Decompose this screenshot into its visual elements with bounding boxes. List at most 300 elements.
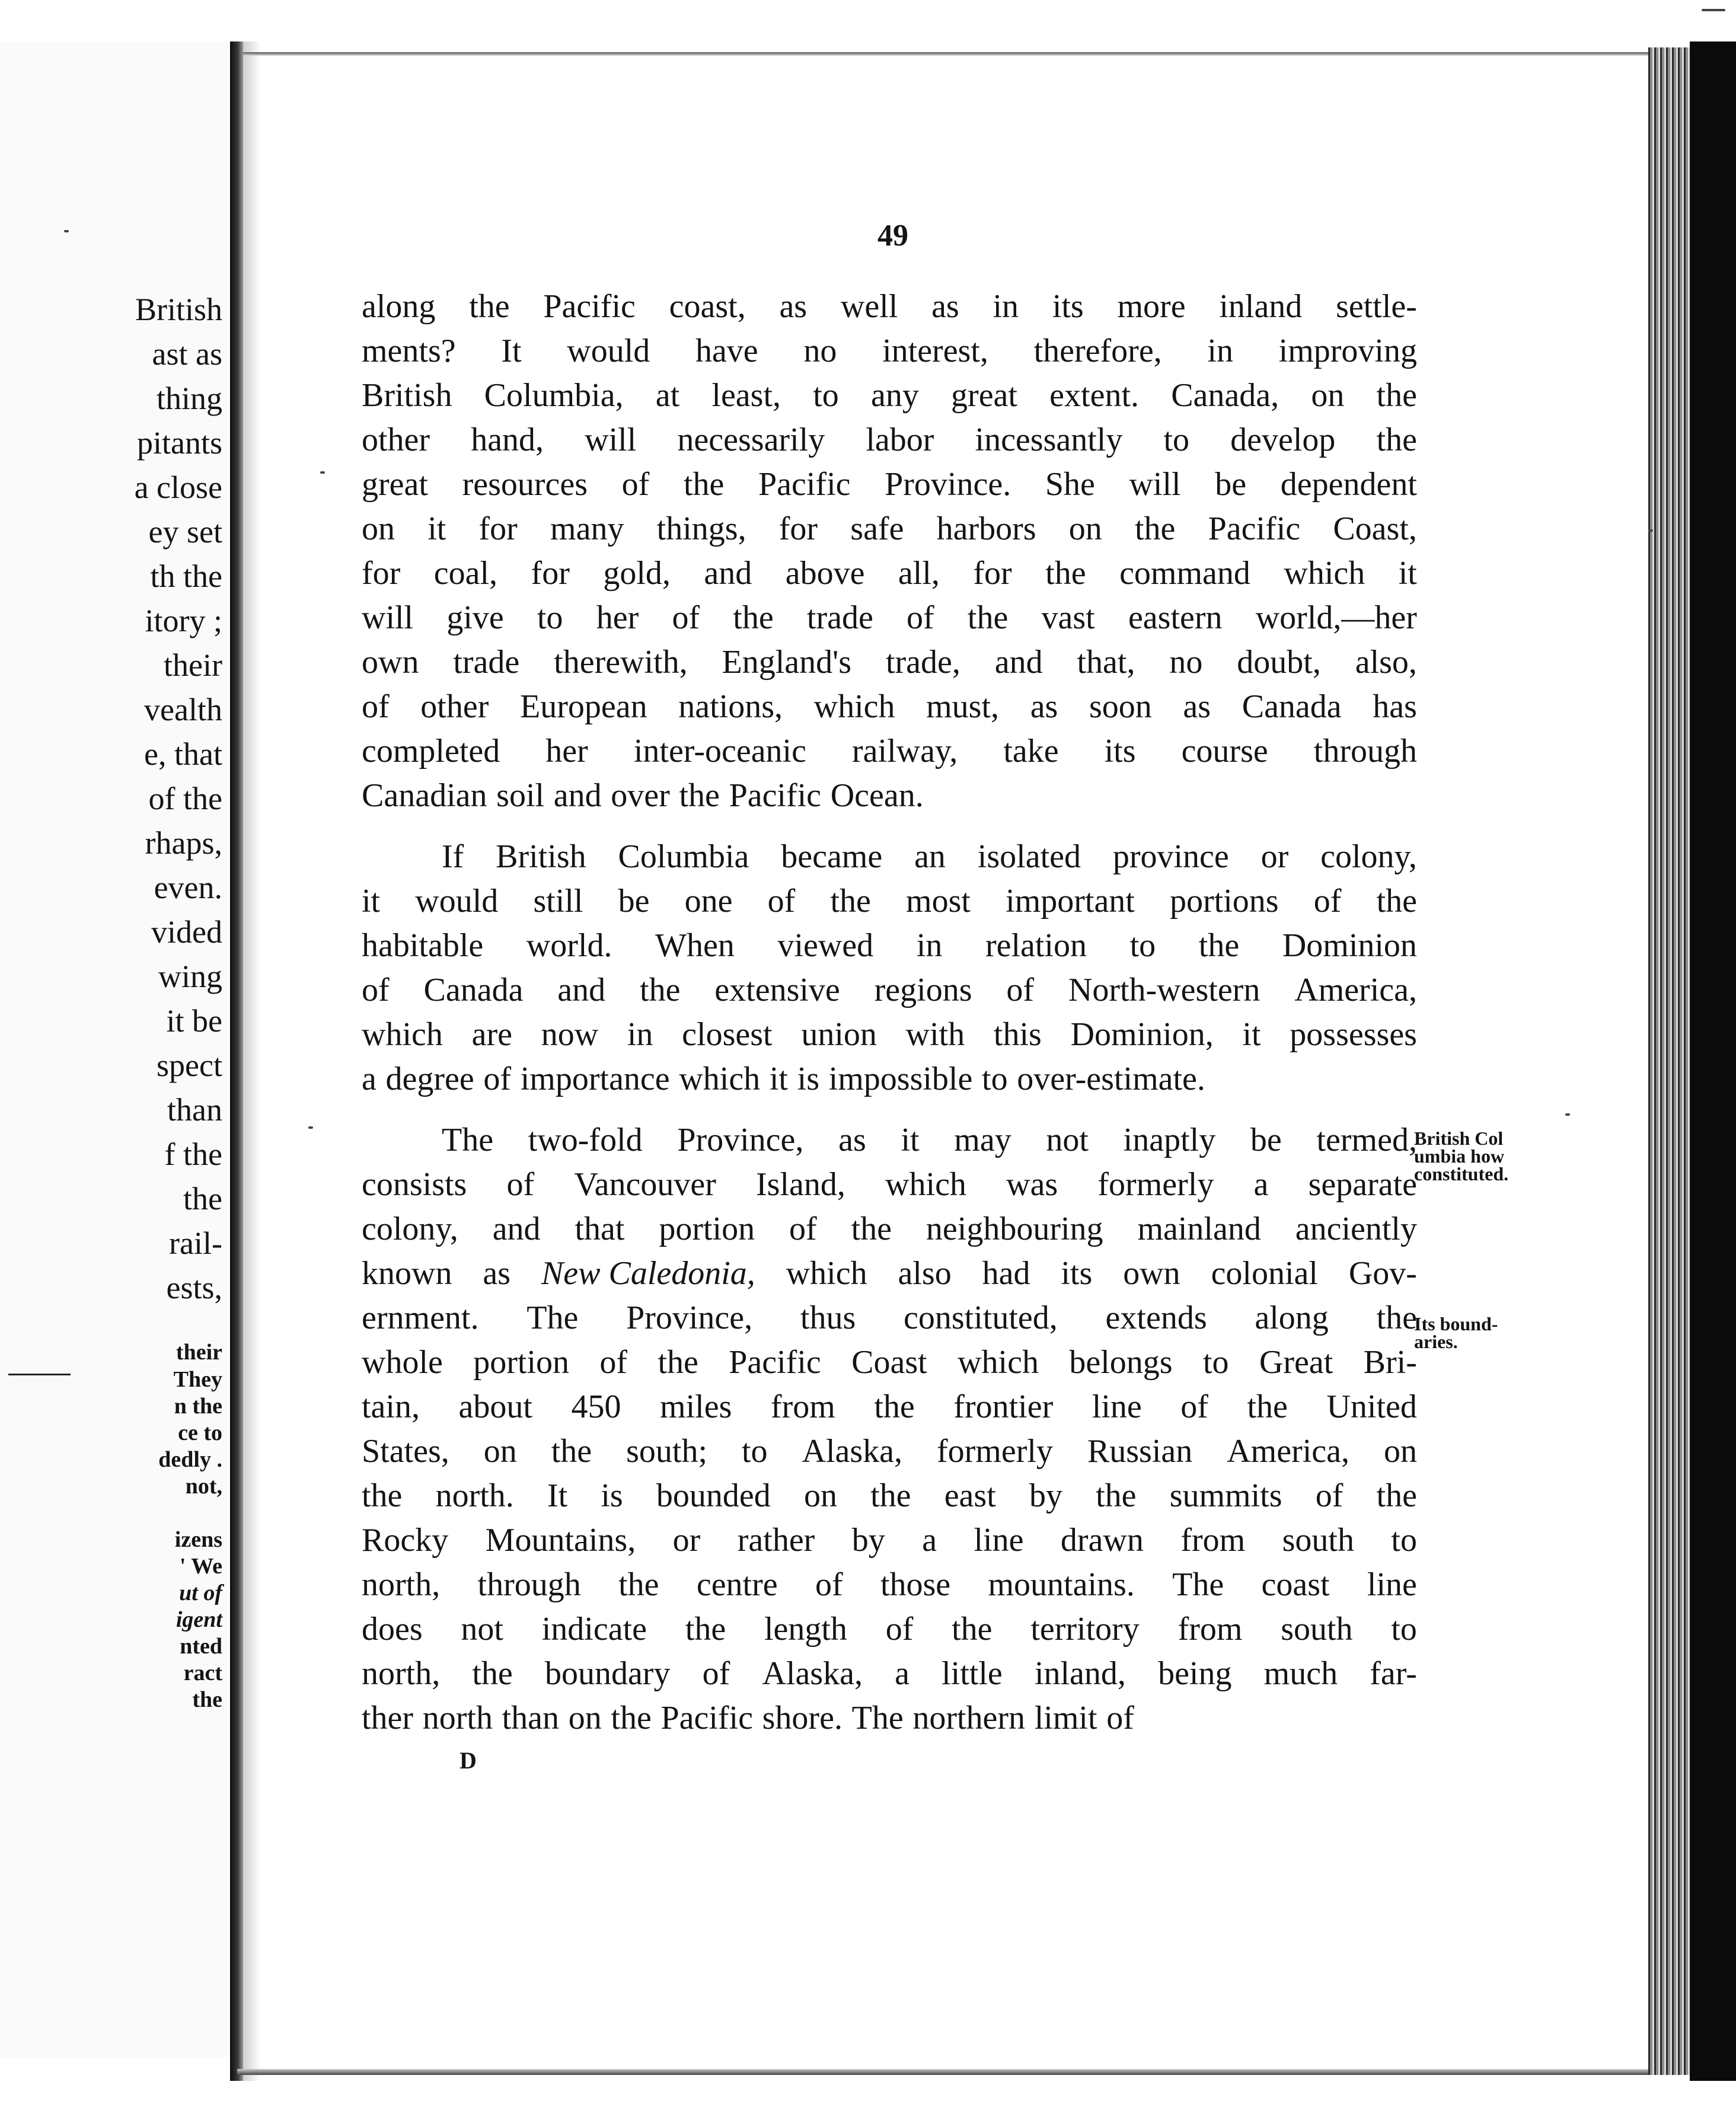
word: of [907,599,934,636]
signature-mark: D [459,1747,477,1774]
word: colonial [1211,1255,1318,1292]
word: to [813,377,839,414]
scan-speck [1648,529,1653,532]
word: colony, [1320,838,1417,875]
text-line [362,1118,1417,1163]
word: of [362,688,390,725]
word: inaptly [1123,1122,1216,1158]
word: Russian [1087,1433,1193,1470]
word: north [422,1700,493,1736]
word: the [1376,1477,1417,1514]
word: the [1198,927,1240,964]
word: She [1045,466,1095,503]
word: the [952,1611,993,1648]
word: over [611,777,670,814]
word: in [916,927,943,964]
word: a [922,1522,937,1559]
word: it [427,510,446,547]
word: at [655,377,680,414]
word: became [781,838,883,875]
word: harbors [936,510,1036,547]
word: would [415,883,499,919]
word: by [851,1522,885,1559]
word: Bri- [1363,1344,1417,1381]
word: therefore, [1033,333,1162,369]
scan-border [1690,41,1736,2081]
word: give [446,599,504,636]
word: When [655,927,735,964]
facing-page-line: it be [166,1003,222,1039]
word: centre [696,1566,778,1603]
word: ernment. [362,1300,479,1336]
text-line [362,1385,1417,1429]
footnote-rule [8,1374,71,1375]
text-line [362,1518,1417,1563]
word: north, [362,1566,441,1603]
word: than [502,1700,560,1736]
word: now [541,1016,599,1053]
word: also [898,1255,952,1292]
book-gutter [230,41,243,2081]
word: is [797,1061,819,1097]
facing-page-line: vided [151,914,222,950]
word: great [951,377,1017,414]
word: extends [1105,1300,1207,1336]
word: the [1135,510,1176,547]
word: province [1112,838,1229,875]
facing-page-line: wing [158,959,222,994]
word: the [1376,422,1417,458]
word: to [1129,927,1156,964]
word: of [506,1166,535,1203]
word: be [1250,1122,1282,1158]
word: possesses [1290,1016,1417,1053]
margin-note-line: constituted. [1414,1163,1509,1184]
word: it [1398,555,1417,592]
facing-page-footnote-line: dedly . [158,1447,222,1472]
word: termed, [1316,1122,1417,1158]
word: which [679,1061,761,1097]
word: through [477,1566,581,1603]
word: those [880,1566,951,1603]
word: soon [1089,688,1152,725]
word: to [1391,1611,1417,1648]
word: the [551,1433,592,1470]
word: with [905,1016,965,1053]
word: in [627,1016,653,1053]
word: which [362,1016,443,1053]
word: on [803,1477,837,1514]
word: incessantly [975,422,1123,458]
word: for [478,510,518,547]
word: the [1376,883,1417,919]
word: also, [1355,644,1417,681]
facing-page-footnote-line: n the [174,1394,222,1419]
text-line [362,774,1417,818]
word: take [1003,733,1059,770]
word: inland [1219,288,1303,325]
word: be [618,883,650,919]
word: that [575,1211,625,1247]
word: Columbia [618,838,749,875]
facing-page-footnote-line: ract [183,1661,222,1685]
word: for [973,555,1012,592]
word: the [874,1388,915,1425]
word: formerly [1097,1166,1214,1203]
word: it [362,883,381,919]
word: doubt, [1237,644,1321,681]
word: line [974,1522,1024,1559]
word: other [362,422,430,458]
word: eastern [1128,599,1223,636]
facing-page-footnote-line: ce to [178,1420,222,1445]
gutter-shadow [243,41,261,2081]
word: on [1383,1433,1417,1470]
word: the [733,599,774,636]
text-line [362,1607,1417,1652]
text-line [362,596,1417,640]
word: of [1106,1700,1134,1736]
word: as [838,1122,866,1158]
word: the [658,1344,698,1381]
word: trade [453,644,520,681]
word: North-western [1068,972,1260,1008]
facing-page-footnote-line: igent [175,1607,222,1632]
word: thus [800,1300,856,1336]
word: east [944,1477,996,1514]
word: and [704,555,752,592]
word: as [779,288,808,325]
word: least, [711,377,781,414]
text-line [362,418,1417,462]
word: command [1119,555,1250,592]
word: Island, [756,1166,845,1203]
text-line [362,879,1417,924]
word: completed [362,733,500,770]
word: the [469,288,510,325]
word: British [496,838,586,875]
word: for [778,510,818,547]
word: Pacific [660,1700,753,1736]
word: constituted, [904,1300,1058,1336]
word: and [994,644,1043,681]
word: the [851,1211,892,1247]
word: improving [1278,333,1417,369]
word: Pacific [543,288,636,325]
text-line [362,1563,1417,1607]
word: line [1092,1388,1142,1425]
word: therewith, [554,644,688,681]
word: which [813,688,895,725]
word: belongs [1069,1344,1173,1381]
word: dependent [1280,466,1417,503]
text-line [362,462,1417,507]
word: Coast [851,1344,927,1381]
word: or [1260,838,1289,875]
word: south [1281,1611,1353,1648]
word: has [1373,688,1417,725]
text-line [362,1013,1417,1057]
word: coal, [433,555,498,592]
facing-page-line: the [183,1181,222,1217]
word: length [764,1611,847,1648]
word: The [1172,1566,1224,1603]
text-line [362,1652,1417,1696]
word: the [618,1566,659,1603]
word: shore. [762,1700,843,1736]
word: Dominion [1282,927,1417,964]
word: it [901,1122,920,1158]
word: anciently [1295,1211,1417,1247]
word: Gov- [1348,1255,1417,1292]
word: own [362,644,419,681]
word: Canadian [362,777,487,814]
word: over-estimate. [1017,1061,1205,1097]
facing-page-fragment [0,41,228,2057]
text-line [362,1251,1417,1296]
word: Coast, [1333,510,1417,547]
word: impossible [828,1061,973,1097]
page-stack-edge [1648,47,1690,2075]
word: its [1061,1255,1093,1292]
word: whole [362,1344,443,1381]
word: mountains. [988,1566,1135,1603]
word: boundary [544,1655,671,1692]
word: this [993,1016,1042,1053]
word: of [599,1344,628,1381]
word: soil [496,777,545,814]
word: consists [362,1166,467,1203]
word: The [442,1122,494,1158]
word: safe [850,510,904,547]
text-line [362,1340,1417,1385]
word: not [461,1611,503,1648]
body-text [362,285,1417,1741]
facing-page-line: vealth [144,692,222,727]
word: Pacific [729,1344,821,1381]
text-line [362,1057,1417,1101]
word: world,—her [1255,599,1417,636]
text-line [362,835,1417,879]
word: mainland [1137,1211,1261,1247]
word: does [362,1611,423,1648]
word: on [483,1433,517,1470]
word: be [1215,466,1247,503]
word: of [362,972,390,1008]
facing-page-footnote-line: ' We [179,1554,222,1579]
facing-page-line: f the [164,1136,222,1172]
word: necessarily [677,422,825,458]
word: more [1117,288,1186,325]
word: hand, [471,422,544,458]
word: separate [1308,1166,1417,1203]
word: had [982,1255,1030,1292]
scan-speck [308,1126,313,1129]
word: indicate [541,1611,647,1648]
word: course [1181,733,1268,770]
word: portions [1170,883,1279,919]
word: develop [1230,422,1336,458]
word: far- [1370,1655,1417,1692]
facing-page-footnote-line: They [173,1367,222,1392]
page-number: 49 [877,219,908,253]
word: of [1180,1388,1208,1425]
word: isolated [977,838,1081,875]
word: south [1282,1522,1354,1559]
word: of [621,466,650,503]
word: its [1104,733,1136,770]
word: on [362,510,395,547]
word: rather [737,1522,815,1559]
word: tain, [362,1388,420,1425]
word: the [1376,377,1417,414]
word: through [1313,733,1417,770]
word: Alaska, [762,1655,863,1692]
word: for [362,555,401,592]
facing-page-line: ey set [148,514,222,550]
word: in [1207,333,1233,369]
text-line [362,1207,1417,1251]
word: an [914,838,946,875]
word: other [420,688,489,725]
word: and [492,1211,541,1247]
word: vast [1041,599,1095,636]
facing-page-line: e, that [144,736,222,772]
word: along [362,288,436,325]
word: from [770,1388,835,1425]
text-line [362,507,1417,551]
word: a [1253,1166,1269,1203]
word: settle- [1336,288,1417,325]
facing-page-line: a close [134,470,222,505]
margin-note-line: British Col [1414,1128,1504,1149]
word: Great [1259,1344,1333,1381]
margin-note-line: aries. [1414,1331,1458,1352]
facing-page-line: ests, [166,1270,222,1305]
word: America, [1294,972,1417,1008]
word: much [1263,1655,1338,1692]
word: its [1052,288,1084,325]
word: New Caledonia, [541,1255,755,1292]
word: are [471,1016,512,1053]
word: of [702,1655,730,1692]
text-line [362,1474,1417,1518]
word: frontier [953,1388,1054,1425]
word: it [769,1061,788,1097]
scan-speck [1565,1113,1570,1116]
word: north. [435,1477,514,1514]
word: the [685,1611,726,1648]
word: along [1255,1300,1329,1336]
word: extensive [714,972,840,1008]
word: labor [866,422,934,458]
margin-note-boundaries [1414,1315,1498,1350]
word: which [885,1166,966,1203]
facing-page-footnote-line: nted [180,1634,222,1659]
facing-page-line: th the [150,558,222,594]
word: nations, [678,688,783,725]
word: on [568,1700,602,1736]
word: colony, [362,1211,458,1247]
word: Province, [677,1122,804,1158]
word: it [1242,1016,1261,1053]
facing-page-footnote-line: ut of [179,1581,222,1605]
word: inland, [1034,1655,1126,1692]
word: important [1006,883,1135,919]
word: habitable [362,927,484,964]
word: coast [1261,1566,1330,1603]
word: which [786,1255,867,1292]
word: to [982,1061,1008,1097]
word: British [362,377,452,414]
page-bottom-edge [237,2069,1684,2075]
word: on [1311,377,1345,414]
word: to [537,599,563,636]
text-line [362,640,1417,685]
word: must, [926,688,1000,725]
word: in [993,288,1019,325]
text-line [362,329,1417,373]
word: If [442,838,464,875]
word: great [362,466,428,503]
text-line [362,1429,1417,1474]
word: trade, [885,644,960,681]
word: importance [520,1061,670,1097]
word: about [458,1388,532,1425]
word: and [557,972,606,1008]
scan-speck [320,471,325,474]
word: the [640,972,681,1008]
word: union [801,1016,877,1053]
word: above [785,555,865,592]
word: by [1029,1477,1062,1514]
word: the [1096,1477,1137,1514]
word: no [803,333,837,369]
margin-note-british-columbia [1414,1129,1508,1183]
word: 450 [571,1388,621,1425]
text-line [362,968,1417,1013]
word: will [362,599,414,636]
word: the [967,599,1009,636]
word: Canada, [1171,377,1279,414]
word: line [1367,1566,1417,1603]
word: known [362,1255,452,1292]
word: most [906,883,971,919]
word: degree [385,1061,474,1097]
word: north, [362,1655,441,1692]
word: or [672,1522,701,1559]
margin-note-line: Its bound- [1414,1313,1498,1334]
word: European [520,688,647,725]
text-line [362,1696,1417,1741]
word: Canada [1242,688,1342,725]
word: on [1068,510,1102,547]
word: the [362,1477,403,1514]
word: no [1169,644,1203,681]
word: of [1315,1477,1344,1514]
word: her [545,733,588,770]
word: miles [660,1388,732,1425]
word: of [1313,883,1342,919]
word: United [1326,1388,1417,1425]
word: interest, [882,333,988,369]
word: It [501,333,522,369]
word: territory [1030,1611,1140,1648]
word: which [958,1344,1039,1381]
word: from [1180,1522,1246,1559]
word: south; [626,1433,708,1470]
word: Ocean. [830,777,924,814]
